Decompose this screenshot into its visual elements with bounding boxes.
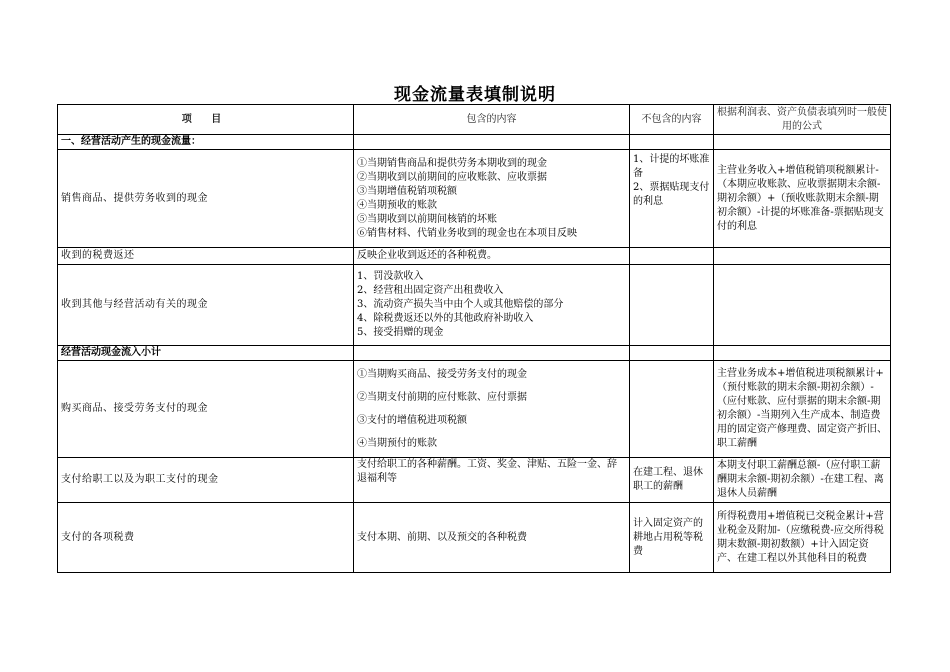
table-row bbox=[58, 458, 891, 503]
header-excludes: 不包含的内容 bbox=[630, 105, 714, 135]
section-inflow-subtotal: 经营活动现金流入小计 bbox=[58, 346, 354, 361]
list-item: 2、经营租出固定资产出租费收入 bbox=[357, 285, 504, 296]
list-item: 3、流动资产损失当中由个人或其他赔偿的部分 bbox=[357, 299, 564, 310]
includes-sales bbox=[354, 150, 630, 248]
item-taxes: 支付的各项税费 bbox=[58, 503, 354, 573]
list-item: ⑥销售材料、代销业务收到的现金也在本项目反映 bbox=[357, 227, 577, 239]
excludes-employees: 在建工程、退休职工的薪酬 bbox=[630, 458, 714, 503]
item-sales: 销售商品、提供劳务收到的现金 bbox=[58, 150, 354, 248]
list-item: ④当期预收的账款 bbox=[357, 199, 437, 211]
item-tax-refund: 收到的税费返还 bbox=[58, 248, 354, 265]
formula-taxes: 所得税费用+增值税已交税金累计+营业税金及附加-（应缴税费-应交所得税期末数额-期初数额）+计入固定资产、在建工程以外其他科目的税费 bbox=[714, 503, 891, 573]
table-row bbox=[58, 361, 891, 458]
section-row bbox=[58, 346, 891, 361]
cash-flow-table bbox=[57, 104, 891, 573]
section-row bbox=[58, 135, 891, 150]
item-employees: 支付给职工以及为职工支付的现金 bbox=[58, 458, 354, 503]
list-item: 4、除税费返还以外的其他政府补助收入 bbox=[357, 313, 534, 324]
excludes-taxes: 计入固定资产的耕地占用税等税费 bbox=[630, 503, 714, 573]
formula-sales: 主营业务收入+增值税销项税额累计-（本期应收账款、应收票据期末余额-期初余额）+（预收账款期末余额-期初余额）-计提的坏账准备-票据贴现支付的利息 bbox=[714, 150, 891, 248]
table-row bbox=[58, 265, 891, 346]
excludes-sales: 1、计提的坏账准备 2、票据贴现支付的利息 bbox=[630, 150, 714, 248]
includes-taxes: 支付本期、前期、以及预交的各种税费 bbox=[354, 503, 630, 573]
header-includes: 包含的内容 bbox=[354, 105, 630, 135]
header-row bbox=[58, 105, 891, 135]
list-item: ④当期预付的账款 bbox=[357, 438, 437, 449]
item-other-in: 收到其他与经营活动有关的现金 bbox=[58, 265, 354, 346]
table-row bbox=[58, 150, 891, 248]
list-item: ②当期支付前期的应付账款、应付票据 bbox=[357, 392, 527, 403]
list-item: 1、罚没款收入 bbox=[357, 271, 424, 282]
excludes-purchase bbox=[630, 361, 714, 458]
list-item: ②当期收到以前期间的应收账款、应收票据 bbox=[357, 171, 547, 183]
list-item: ③当期增值税销项税额 bbox=[357, 185, 457, 197]
list-item: 5、接受捐赠的现金 bbox=[357, 327, 444, 338]
formula-employees: 本期支付职工薪酬总额-（应付职工薪酬期末余额-期初余额）-在建工程、离退休人员薪酬 bbox=[714, 458, 891, 503]
excludes-tax-refund bbox=[630, 248, 714, 265]
header-formula: 根据利润表、资产负债表填列时一般使用的公式 bbox=[714, 105, 891, 135]
list-item: ①当期销售商品和提供劳务本期收到的现金 bbox=[357, 157, 547, 169]
includes-purchase bbox=[354, 361, 630, 458]
item-purchase: 购买商品、接受劳务支付的现金 bbox=[58, 361, 354, 458]
includes-other-in bbox=[354, 265, 630, 346]
table-row bbox=[58, 248, 891, 265]
formula-other-in bbox=[714, 265, 891, 346]
formula-tax-refund bbox=[714, 248, 891, 265]
excludes-other-in bbox=[630, 265, 714, 346]
list-item: ①当期购买商品、接受劳务支付的现金 bbox=[357, 369, 527, 380]
includes-tax-refund: 反映企业收到返还的各种税费。 bbox=[354, 248, 630, 265]
page-title: 现金流量表填制说明 bbox=[394, 85, 556, 105]
section-operating: 一、经营活动产生的现金流量： bbox=[58, 135, 354, 150]
list-item: ③支付的增值税进项税额 bbox=[357, 415, 467, 426]
list-item: ⑤当期收到以前期间核销的坏账 bbox=[357, 213, 497, 225]
header-item: 项 目 bbox=[58, 105, 354, 135]
table-row bbox=[58, 503, 891, 573]
includes-employees: 支付给职工的各种薪酬。工资、奖金、津贴、五险一金、辞退福利等 bbox=[354, 458, 630, 503]
formula-purchase: 主营业务成本+增值税进项税额累计+（预付账款的期末余额-期初余额）-（应付账款、应付票据的期末余额-期初余额）-当期列入生产成本、制造费用的固定资产修理费、固定资产折旧、职工薪酬 bbox=[714, 361, 891, 458]
